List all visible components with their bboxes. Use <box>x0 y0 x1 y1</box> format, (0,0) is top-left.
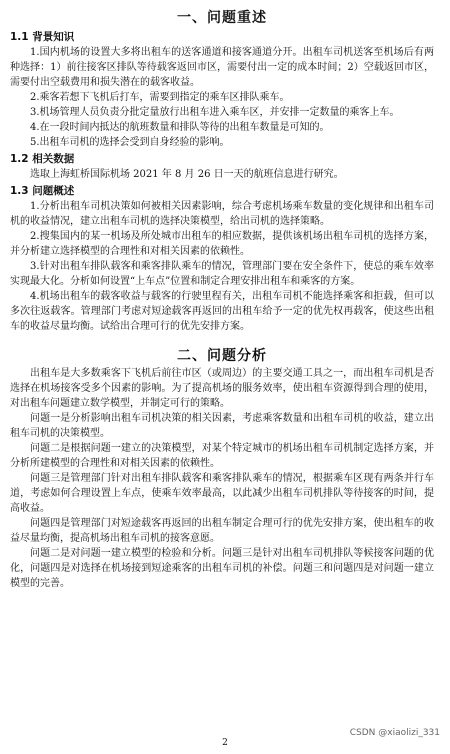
analysis-para-5: 问题四是管理部门对短途载客再返回的出租车制定合理可行的优先安排方案，使出租车的收益尽量均衡，提高机场出租车司机的接客意愿。 <box>10 518 434 544</box>
analysis-para-2: 问题一是分析影响出租车司机决策的相关因素，考虑乘客数量和出租车司机的收益，建立出租车司机的决策模型。 <box>10 413 434 439</box>
section1-title: 一、问题重述 <box>177 10 267 26</box>
background-para-1: 1.国内机场的设置大多将出租车的送客通道和接客通道分开。出租车司机送客至机场后有两种选择：1）前往接客区排队等待载客返回市区，需要付出一定的成本时间；2）空载返回市区，需要付出空载费用和损失潜在的载客收益。 <box>10 47 434 88</box>
problems-para-1: 1.分析出租车司机决策如何被相关因素影响，综合考虑机场乘车数量的变化规律和出租车司机的收益情况，建立出租车司机的选择决策模型，给出司机的选择策略。 <box>10 201 434 227</box>
problems-para-3: 3.针对出租车排队载客和乘客排队乘车的情况，管理部门要在安全条件下，使总的乘车效率实现最大化。分析如何设置“上车点”位置和制定合理安排出租车和乘客的方案。 <box>10 261 434 287</box>
background-para-3: 3.机场管理人员负责分批定量放行出租车进入乘车区，并安排一定数量的乘客上车。 <box>30 107 400 118</box>
analysis-para-3: 问题二是根据问题一建立的决策模型，对某个特定城市的机场出租车司机制定选择方案，并分析所建模型的合理性和对相关因素的依赖性。 <box>10 443 434 469</box>
background-para-4: 4.在一段时间内抵达的航班数量和排队等待的出租车数量是可知的。 <box>30 122 330 133</box>
data-heading: 1.2 相关数据 <box>10 153 75 165</box>
problems-heading: 1.3 问题概述 <box>10 185 75 197</box>
data-para: 选取上海虹桥国际机场 2021 年 8 月 26 日一天的航班信息进行研究。 <box>30 169 344 180</box>
section-gap <box>10 334 434 346</box>
csdn-watermark: CSDN @xiaolizi_331 <box>349 728 440 738</box>
section2-title: 二、问题分析 <box>177 348 267 364</box>
background-heading: 1.1 背景知识 <box>10 31 75 43</box>
background-para-2: 2.乘客若想下飞机后打车，需要到指定的乘车区排队乘车。 <box>30 92 290 103</box>
background-para-5: 5.出租车司机的选择会受到自身经验的影响。 <box>30 137 230 148</box>
analysis-para-1: 出租车是大多数乘客下飞机后前往市区（或周边）的主要交通工具之一，而出租车司机是否选择在机场接客受多个因素的影响。为了提高机场的服务效率，使出租车资源得到合理的使用，对出租车问题建立数学模型，并制定可行的策略。 <box>10 368 434 409</box>
page-number: 2 <box>222 738 228 748</box>
problems-para-4: 4.机场出租车的载客收益与载客的行驶里程有关，出租车司机不能选择乘客和拒载，但可以多次往返载客。管理部门考虑对短途载客再返回的出租车给予一定的优先权再载客，使这些出租车的收益尽量均衡。试给出合理可行的优先安排方案。 <box>10 291 434 332</box>
analysis-para-4: 问题三是管理部门针对出租车排队载客和乘客排队乘车的情况，根据乘车区现有两条并行车道，考虑如何合理设置上车点，使乘车效率最高，以此减少出租车司机排队等待接客的时间，提高收益。 <box>10 473 434 514</box>
problems-para-2: 2.搜集国内的某一机场及所处城市出租车的相应数据，提供该机场出租车司机的选择方案，并分析建立选择模型的合理性和对相关因素的依赖性。 <box>10 231 434 257</box>
analysis-para-6: 问题二是对问题一建立模型的检验和分析。问题三是针对出租车司机排队等候接客问题的优化，问题四是对选择在机场接到短途乘客的出租车司机的补偿。问题三和问题四是对问题一建立模型的完善。 <box>10 548 434 589</box>
